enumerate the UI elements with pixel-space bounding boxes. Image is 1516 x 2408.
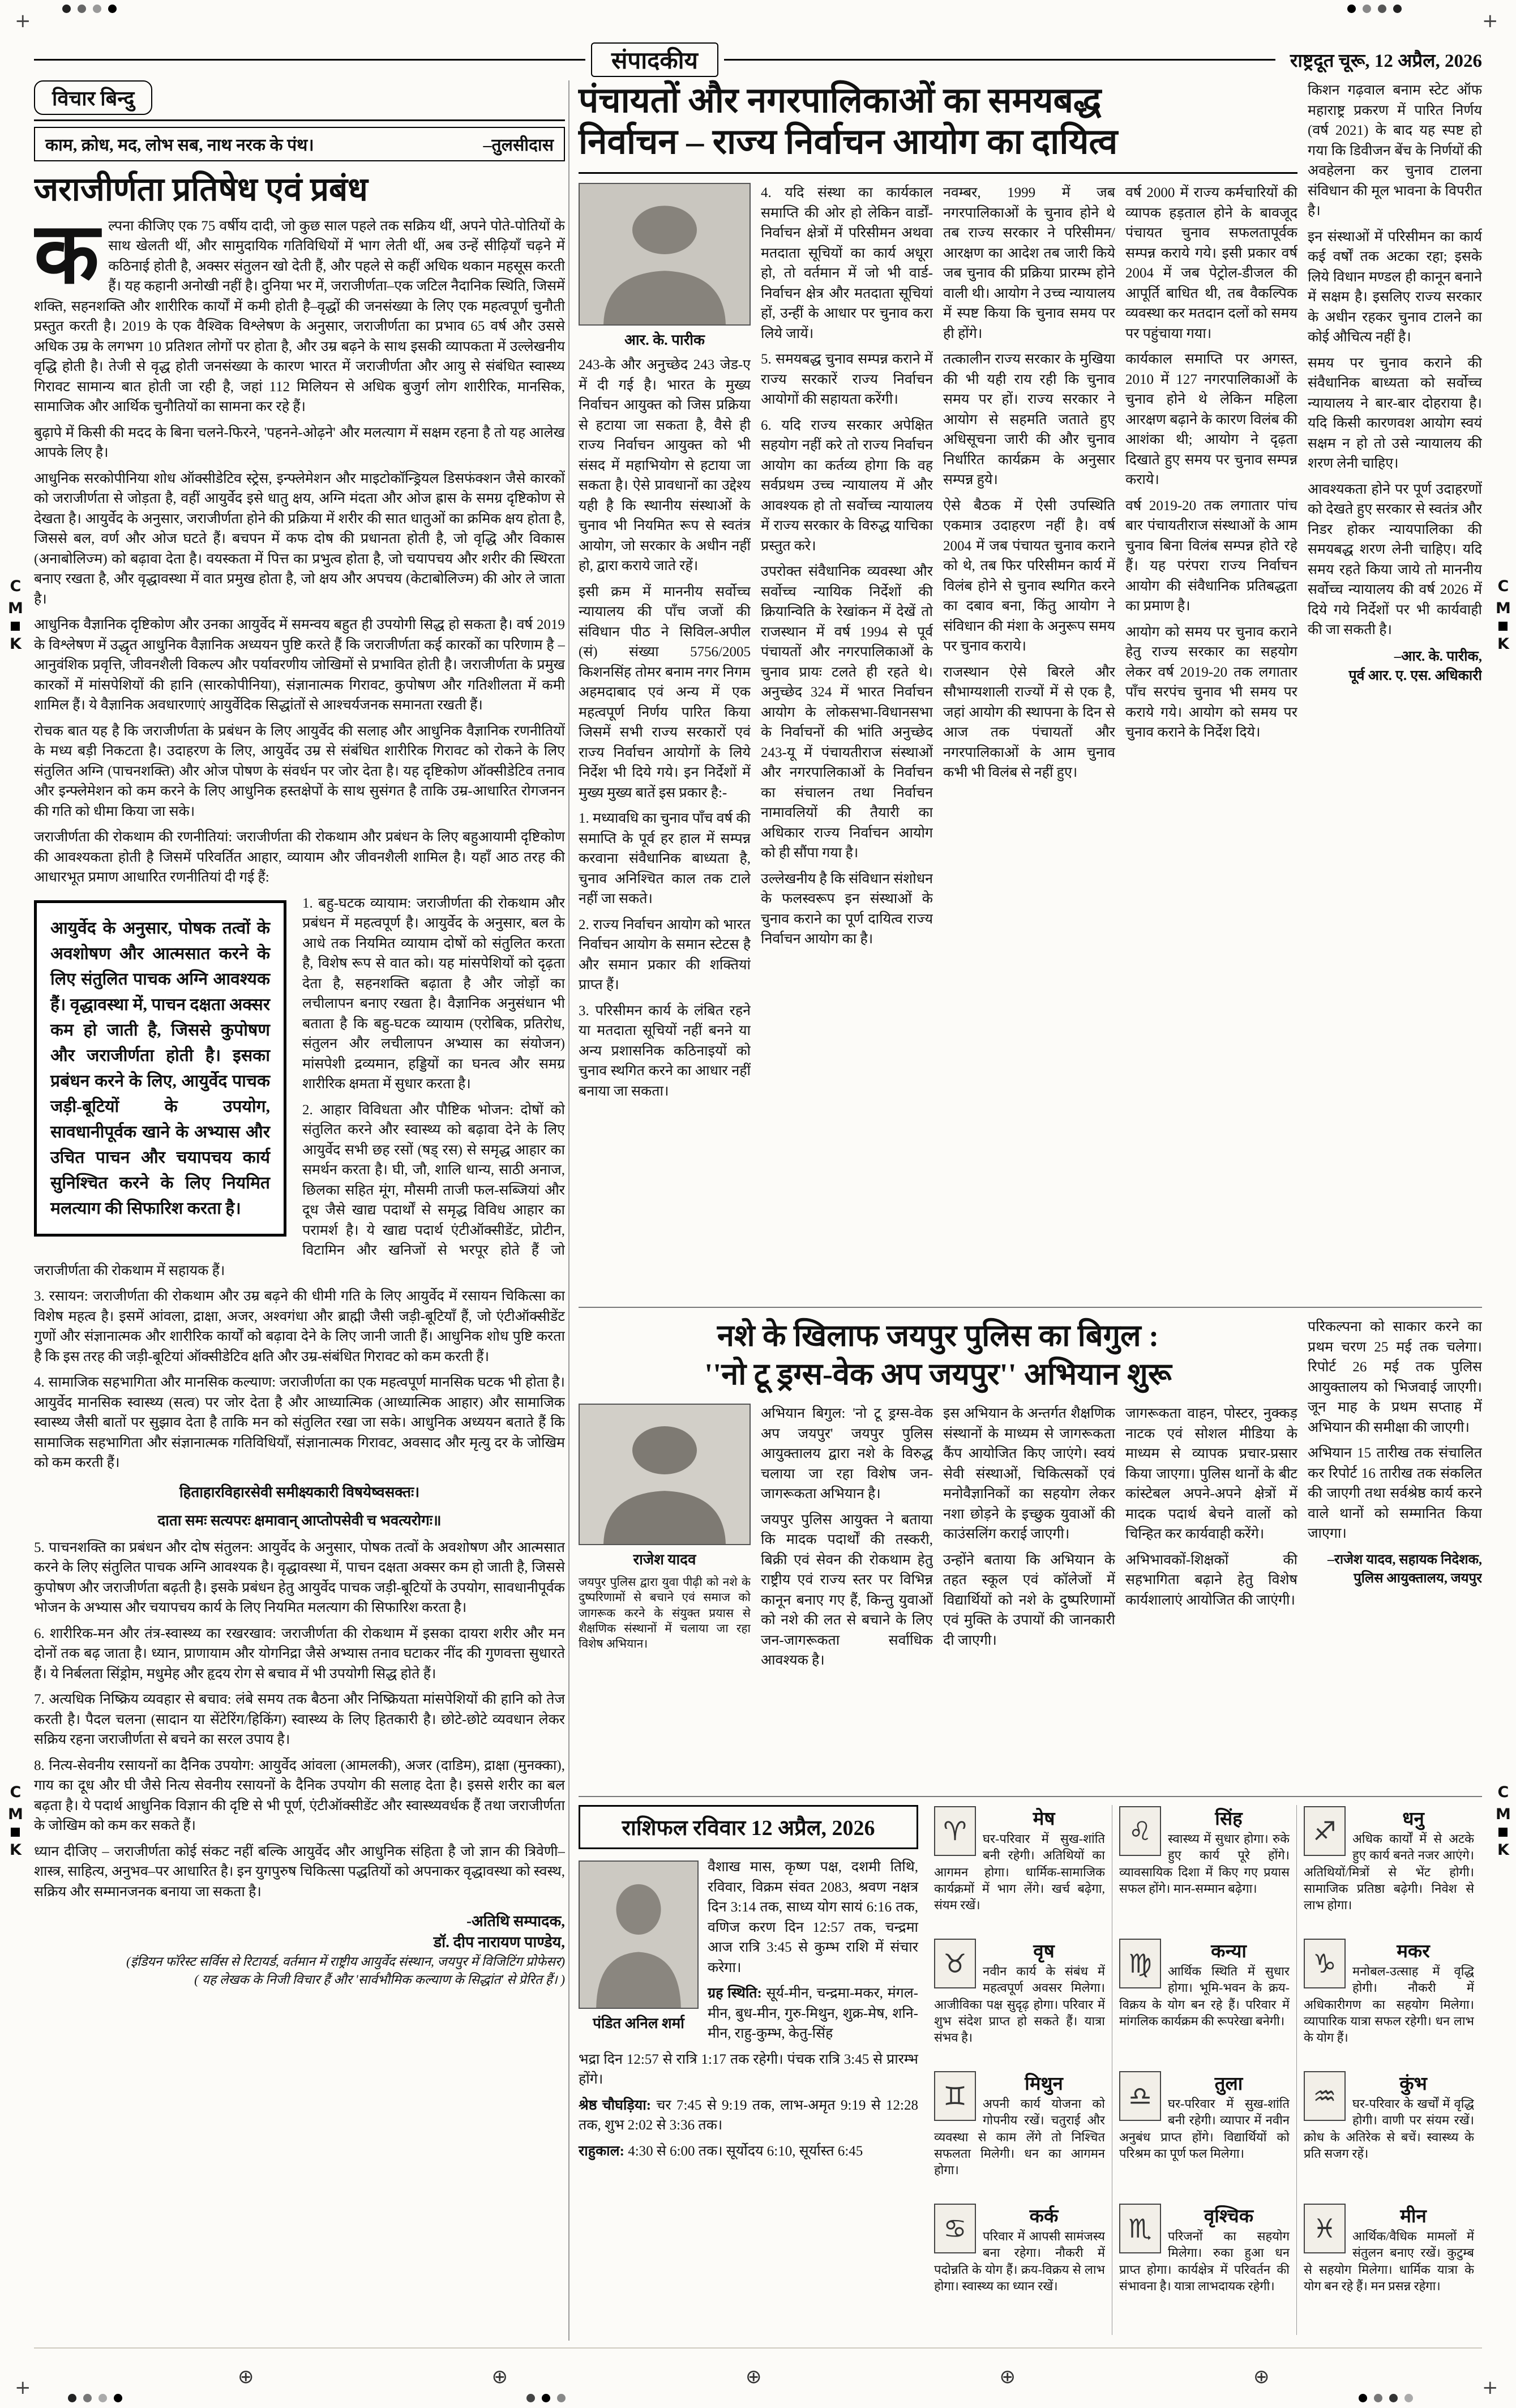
paragraph: 4. यदि संस्था का कार्यकाल समाप्ति की ओर हो लेकिन वार्डों-निर्वाचन क्षेत्रों में परिसीमन अथवा मतदाता सूचियों का कार्य अधूरा हो, तो वर्तमान में जो भी वार्ड-निर्वाचन क्षेत्र और मतदाता सूचियां हों, उन्हीं के आधार पर चुनाव करा लिये जायें। <box>761 185 933 341</box>
highlight-box: आयुर्वेद के अनुसार, पोषक तत्वों के अवशोषण और आत्मसात करने के लिए संतुलित पाचक अग्नि आवश्यक हैं। वृद्धावस्था में, पाचन दक्षता अक्सर कम हो जाती है, जिससे कुपोषण और जराजीर्णता होती है। इसका प्रबंधन करने के लिए, आयुर्वेद पाचक जड़ी-बूटियों के उपयोग, सावधानीपूर्वक खाने के अभ्यास और उचित पाचन और चयापचय कार्य सुनिश्चित करने के लिए नियमित मलत्याग की सिफारिश करता है। <box>34 900 286 1237</box>
numbered-point: 3. रसायन: जराजीर्णता की रोकथाम और उम्र बढ़ने की धीमी गति के लिए आयुर्वेद में रसायन चिकित्सा का विशेष महत्व है। इसमें आंवला, द्राक्षा, अजर, अश्वगंधा और ब्राह्मी जैसी जड़ी-बूटियाँ हैं, जो एंटीऑक्सीडेंट गुणों और संज्ञानात्मक और शारीरिक कार्यों को बढ़ावा देने के लिए जानी जाती हैं। आधुनिक शोध पुष्टि करता है कि इस तरह की जड़ी-बूटियां ऑक्सीडेटिव क्षति और उम्र-संबंधित गिरावट को कम करती हैं। <box>34 1289 565 1365</box>
zodiac-leo-icon: ♌ <box>1119 1806 1161 1856</box>
zodiac-text: नवीन कार्य के संबंध में महत्वपूर्ण अवसर मिलेगा। आजीविका पक्ष सुदृढ़ होगा। परिवार में शुभ संदेश प्राप्त हो सकते हैं। यात्रा संभव है। <box>934 1964 1105 2045</box>
zodiac-cell <box>1304 2070 1474 2199</box>
guest-editor-label: -अतिथि सम्पादक, <box>466 1913 565 1930</box>
zodiac-text: अधिक कार्यों में से अटके हुए कार्य बनते नजर आएंगे। अतिथियों/मित्रों से भेंट होगी। सामाजिक प्रतिष्ठा बढ़ेगी। निवेश से लाभ होगा। <box>1304 1832 1474 1912</box>
paragraph: आयोग को समय पर चुनाव कराने हेतु राज्य सरकार का सहयोग लेकर वर्ष 2019-20 तक लगातार पाँच सरपंच चुनाव भी समय पर कराये गये। आयोग को समय पर चुनाव कराने के निर्देश दिये। <box>1125 624 1297 741</box>
zodiac-text: आर्थिक/वैधिक मामलों में संतुलन बनाए रखें। कुटुम्ब से सहयोग मिलेगा। धार्मिक यात्रा के योग बन रहे हैं। मन प्रसन्न रहेगा। <box>1304 2229 1474 2293</box>
left-article-headline: जराजीर्णता प्रतिषेध एवं प्रबंध <box>34 171 368 208</box>
lead-paragraph: कल्पना कीजिए एक 75 वर्षीय दादी, जो कुछ साल पहले तक सक्रिय थीं, अपने पोते-पोतियों के साथ खेलती थीं, और सामुदायिक गतिविधियों में भाग लेती थीं, अब उन्हें सीढ़ियाँ चढ़ने में कठिनाई होती है, अक्सर संतुलन खो देती हैं, और पहले से कहीं अधिक थकान महसूस करती हैं। यह कहानी अनोखी नहीं है। दुनिया भर में, जराजीर्णता–एक जटिल नैदानिक स्थिति, जिसमें शक्ति, सहनशक्ति और शारीरिक कार्यों में कमी होती है–वृद्धों की जनसंख्या के लिए एक महत्वपूर्ण चुनौती प्रस्तुत करती है। 2019 के एक वैश्विक विश्लेषण के अनुसार, जराजीर्णता का प्रभाव 65 वर्ष और उससे अधिक उम्र के लगभग 10 प्रतिशत लोगों पर होता है, और उम्र बढ़ने के साथ इसकी व्यापकता में उल्लेखनीय वृद्धि होती है। तेजी से वृद्ध होती जनसंख्या के कारण भारत में जराजीर्णता और आयु से संबंधित स्वास्थ्य गिरावट सामान्य बात होती जा रही है, जहां 112 मिलियन से अधिक बुजुर्ग लोग शारीरिक, मानसिक, सामाजिक और आर्थिक चुनौतियों का सामना कर रहे हैं। <box>34 207 565 415</box>
paragraph: 2. राज्य निर्वाचन आयोग को भारत निर्वाचन आयोग के समान स्टेटस है और समान प्रकार की शक्तियां प्राप्त हैं। <box>579 917 751 993</box>
zodiac-aquarius-icon: ♒ <box>1304 2071 1346 2121</box>
drug-column-1 <box>579 1404 751 1748</box>
zodiac-name: कन्या <box>1211 1941 1247 1962</box>
registration-marks: ⊕ ⊕ ⊕ ⊕ ⊕ <box>238 2366 1270 2388</box>
paragraph: नवम्बर, 1999 में जब नगरपालिकाओं के चुनाव होने थे तब राज्य सरकार ने परिसीमन/आरक्षण का आदेश तब जारी किये जब चुनाव की प्रक्रिया प्रारम्भ होने वाली थी। आयोग ने उच्च न्यायालय में स्पष्ट किया कि चुनाव समय पर ही होंगे। <box>943 185 1115 341</box>
zodiac-cell <box>1119 2202 1290 2332</box>
paragraph: इस अभियान के अन्तर्गत शैक्षणिक संस्थानों के माध्यम से जागरूकता कैंप आयोजित किए जाएंगे। स्वयं सेवी संस्थाओं, चिकित्सकों एवं मनोवैज्ञानिकों का सहयोग लेकर नशा छोड़ने के इच्छुक युवाओं की काउंसलिंग कराई जाएगी। <box>943 1406 1115 1542</box>
paragraph: कार्यकाल समाप्ति पर अगस्त, 2010 में 127 नगरपालिकाओं के चुनाव होने थे लेकिन महिला आरक्षण बढ़ाने के कारण विलंब की आशंका थी; आयोग ने दृढ़ता दिखाते हुए समय पर चुनाव सम्पन्न कराये। <box>1125 352 1297 488</box>
editorial-column-2 <box>761 183 933 1280</box>
numbered-point: 8. नित्य-सेवनीय रसायनों का दैनिक उपयोग: आयुर्वेद आंवला (आमलकी), अजर (दाडिम), द्राक्षा (मुनक्का), गाय का दूध और घी जैसे नित्य सेवनीय रसायनों के दैनिक उपयोग की सलाह देता है। इससे शरीर का बल बढ़ता है। ये पदार्थ आधुनिक विज्ञान की दृष्टि से भी पूर्ण, एंटीऑक्सीडेंट और स्वास्थ्यवर्धक हैं तथा जराजीर्णता के जोखिम को कम कर सकते हैं। <box>34 1757 565 1834</box>
masthead-date: राष्ट्रदूत चूरू, 12 अप्रैल, 2026 <box>1290 50 1483 71</box>
zodiac-text: घर-परिवार में सुख-शांति बनी रहेगी। व्यापार में नवीन अनुबंध प्राप्त होंगे। विद्यार्थियों को परिश्रम का पूर्ण फल मिलेगा। <box>1119 2097 1290 2161</box>
headline-line1: पंचायतों और नगरपालिकाओं का समयबद्ध <box>579 82 1102 120</box>
quote-attribution: –तुलसीदास <box>483 136 554 155</box>
rahukal: राहुकाल: 4:30 से 6:00 तक। सूर्योदय 6:10, सूर्यास्त 6:45 <box>579 2143 863 2159</box>
cmk-registration-right: C M K <box>1496 1783 1511 1859</box>
zodiac-column-3 <box>1296 1805 1481 2335</box>
paragraph: तत्कालीन राज्य सरकार के मुखिया की भी यही राय रही कि चुनाव समय पर हों। राज्य सरकार ने आयोग से सहमति जताते हुए अधिसूचना जारी की और चुनाव निर्धारित कार्यक्रम के अनुसार सम्पन्न हुये। <box>943 352 1115 488</box>
zodiac-name: मेष <box>1033 1809 1055 1829</box>
editorial-headline <box>579 80 1297 174</box>
zodiac-taurus-icon: ♉ <box>934 1939 976 1988</box>
paragraph: अभियान 15 तारीख तक संचालित कर रिपोर्ट 16 तारीख तक संकलित की जाएगी तथा सर्वश्रेष्ठ कार्य करने वाले थानों को सम्मानित किया जाएगा। <box>1308 1445 1482 1541</box>
vichar-bindu-title: विचार बिन्दु <box>34 80 152 115</box>
crop-mark: + <box>1482 2376 1498 2399</box>
color-bar-dots <box>526 2394 566 2402</box>
paragraph: राजस्थान ऐसे बिरले और सौभाग्यशाली राज्यों में से एक है, जहां आयोग की स्थापना के दिन से आज तक पंचायतों और नगरपालिकाओं के आम चुनाव कभी भी विलंब से नहीं हुए। <box>943 664 1115 781</box>
paragraph: 6. यदि राज्य सरकार अपेक्षित सहयोग नहीं करे तो राज्य निर्वाचन आयोग का कर्तव्य होगा कि वह सर्वप्रथम उच्च न्यायालय में और आवश्यक हो तो सर्वोच्च न्यायालय में राज्य सरकार के विरुद्ध याचिका प्रस्तुत करे। <box>761 417 933 554</box>
paragraph: जयपुर पुलिस आयुक्त ने बताया कि मादक पदार्थों की तस्करी, बिक्री एवं सेवन की रोकथाम हेतु राष्ट्रीय एवं राज्य स्तर पर विभिन्न कानून बनाए गए हैं, किन्तु युवाओं को नशे की लत से बचाने के लिए जन-जागरूकता सर्वाधिक आवश्यक है। <box>761 1512 933 1668</box>
headline-line1: नशे के खिलाफ जयपुर पुलिस का बिगुल : <box>717 1319 1159 1353</box>
zodiac-cell <box>1119 1805 1290 1934</box>
zodiac-name: कर्क <box>1029 2206 1059 2227</box>
paragraph: आधुनिक सरकोपीनिया शोध ऑक्सीडेटिव स्ट्रेस, इन्फ्लेमेशन और माइटोकॉन्ड्रियल डिसफंक्शन जैसे कारकों को जराजीर्णता से जोड़ता है, वहीं आयुर्वेद इसे धातु क्षय, अग्नि मंदता और ओज ह्रास के समग्र दृष्टिकोण से देखता है। आयुर्वेद के अनुसार, जराजीर्णता होने की प्रक्रिया में शरीर की सात धातुओं का क्रमिक क्षय होता है, जिससे बल, वर्ण और ओज घटते हैं। बचपन में कफ दोष की प्रधानता होती है, जो वृद्धि और विकास (अनाबोलिज्म) को बढ़ावा देता है। वयस्कता में पित्त का प्रभुत्व होता है, जो चयापचय और शरीर की स्थिरता बनाए रखता है, और वृद्धावस्था में वात प्रमुख होता है, जो क्षय और अपचय (केटाबोलिज्म) की ओर ले जाता है। <box>34 471 565 607</box>
cmk-registration-right: C M K <box>1496 578 1511 653</box>
zodiac-text: आर्थिक स्थिति में सुधार होगा। भूमि-भवन के क्रय-विक्रय के योग बन रहे हैं। परिवार में मांगलिक कार्यक्रम की रूपरेखा बनेगी। <box>1119 1964 1290 2028</box>
zodiac-virgo-icon: ♍ <box>1119 1939 1161 1988</box>
color-bar-dots <box>62 5 117 13</box>
paragraph: इसी क्रम में माननीय सर्वोच्च न्यायालय की पाँच जजों की संविधान पीठ ने सिविल-अपील (सं) संख्या 5756/2005 किशनसिंह तोमर बनाम नगर निगम अहमदाबाद एवं अन्य में एक महत्वपूर्ण निर्णय पारित किया जिसमें सभी राज्य सरकारों एवं राज्य निर्वाचन आयोगों के लिये निर्देश भी दिये गये। इन निर्देशों में मुख्य मुख्य बातें इस प्रकार है:- <box>579 584 751 801</box>
horoscope-title: राशिफल रविवार 12 अप्रैल, 2026 <box>579 1805 918 1849</box>
shloka-line: दाता समः सत्यपरः क्षमावान् आप्तोपसेवी च भवत्यरोगः॥ <box>157 1512 442 1529</box>
bhadra: भद्रा दिन 12:57 से रात्रि 1:17 तक रहेगी। पंचक रात्रि 3:45 से प्रारम्भ होंगे। <box>579 2051 918 2087</box>
zodiac-name: वृष <box>1033 1941 1055 1962</box>
paragraph: उल्लेखनीय है कि संविधान संशोधन के फलस्वरूप इन संस्थाओं के चुनाव कराने का पूर्ण दायित्व राज्य निर्वाचन आयोग का है। <box>761 871 933 947</box>
choghadiya: श्रेष्ठ चौघड़िया: चर 7:45 से 9:19 तक, लाभ-अमृत 9:19 से 12:28 तक, शुभ 2:02 से 3:36 तक। <box>579 2097 919 2133</box>
author-note: ( यह लेखक के निजी विचार हैं और 'सार्वभौमिक कल्याण के सिद्धांत' से प्रेरित हैं। ) <box>194 1973 565 1987</box>
vichar-bindu-header <box>34 80 565 121</box>
numbered-point: 2. आहार विविधता और पौष्टिक भोजन: दोषों को संतुलित करने और स्वास्थ्य को बढ़ावा देने के लिए आयुर्वेद सभी छह रसों (षड् रस) से समृद्ध आहार का समर्थन करता है। घी, जौ, शालि धान्य, साठी अनाज, छिलका सहित मूंग, मौसमी ताजी फल-सब्जियां और दूध जैसे खाद्य पदार्थों से समृद्ध विविध आहार का परामर्श है। ये खाद्य पदार्थ एंटीऑक्सीडेंट, प्रोटीन, विटामिन और खनिजों से भरपूर होते हैं जो जराजीर्णता की रोकथाम में सहायक हैं। <box>34 1102 565 1278</box>
paragraph: परिकल्पना को साकार करने का प्रथम चरण 25 मई तक चलेगा। रिपोर्ट 26 मई तक पुलिस आयुक्तालय को भिजवाई जाएगी। जून माह के प्रथम सप्ताह में अभियान की समीक्षा की जाएगी। <box>1308 1319 1482 1435</box>
color-bar-dots <box>1359 2394 1413 2402</box>
zodiac-cancer-icon: ♋ <box>934 2204 976 2253</box>
author-photo <box>579 183 751 326</box>
editorial-signoff: –आर. के. पारीक, पूर्व आर. ए. एस. अधिकारी <box>1348 648 1482 683</box>
zodiac-name: सिंह <box>1215 1809 1243 1829</box>
zodiac-cell <box>1304 1937 1474 2067</box>
zodiac-name: मकर <box>1397 1941 1430 1962</box>
headline-line2: ''नो टू ड्रग्स-वेक अप जयपुर'' अभियान शुरू <box>704 1357 1172 1391</box>
color-bar-dots <box>68 2394 122 2402</box>
numbered-point: 1. बहु-घटक व्यायाम: जराजीर्णता की रोकथाम और प्रबंधन में महत्वपूर्ण है। आयुर्वेद के अनुसार, बल के आधे तक नियमित व्यायाम दोषों को संतुलित करता है, विशेष रूप से वात को। यह मांसपेशियों को दृढ़ता देता है, सहनशक्ति बढ़ाता है और जोड़ों का लचीलापन बनाए रखता है। वैज्ञानिक अनुसंधान भी बताता है कि बहु-घटक व्यायाम (एरोबिक, प्रतिरोध, संतुलन और लचीलापन अभ्यास का संयोजन) मांसपेशी द्रव्यमान, हड्डियों का घनत्व और समग्र शारीरिक क्षमता में सुधार करता है। <box>302 895 565 1092</box>
zodiac-column-2 <box>1112 1805 1296 2335</box>
zodiac-pisces-icon: ♓ <box>1304 2204 1346 2253</box>
left-article-signoff <box>34 1910 565 1988</box>
zodiac-cell <box>1304 2202 1474 2332</box>
editorial-column-1 <box>579 183 751 1280</box>
author-name: डॉ. दीप नारायण पाण्डेय, <box>433 1934 565 1951</box>
pandit-photo <box>579 1860 699 2009</box>
paragraph: समय पर चुनाव कराने की संवैधानिक बाध्यता को सर्वोच्च न्यायालय ने बार-बार दोहराया है। यदि किसी कारणवश आयोग स्वयं सक्षम न हो तो उसे न्यायालय की शरण लेनी चाहिए। <box>1308 355 1482 471</box>
zodiac-cell <box>934 1805 1105 1934</box>
zodiac-cell <box>934 2202 1105 2332</box>
zodiac-name: तुला <box>1214 2074 1243 2094</box>
paragraph: जराजीर्णता की रोकथाम की रणनीतियां: जराजीर्णता की रोकथाम और प्रबंधन के लिए बहुआयामी दृष्टिकोण की आवश्यकता होती है जिसमें परिवर्तित आहार, व्यायाम और जीवनशैली शामिल है। यहाँ आठ तरह की आधारभूत प्रमाण आधारित रणनीतियां दी गई हैं: <box>34 829 565 886</box>
editorial-column-4 <box>1125 183 1297 1280</box>
zodiac-cell <box>1119 2070 1290 2199</box>
quote-text: काम, क्रोध, मद, लोभ सब, नाथ नरक के पंथ। <box>45 136 314 155</box>
photo-note: जयपुर पुलिस द्वारा युवा पीढ़ी को नशे के दुष्परिणामों से बचाने एवं समाज को जागरूक करने के संयुक्त प्रयास से शैक्षणिक संस्थानों में चलाया जा रहा विशेष अभियान। <box>579 1575 751 1651</box>
bottom-rule <box>34 2347 1482 2349</box>
pandit-block <box>579 1860 699 2038</box>
drug-column-5 <box>1308 1317 1482 1777</box>
paragraph: आवश्यकता होने पर पूर्ण उदाहरणों को देखते हुए सरकार से स्वतंत्र और निडर होकर न्यायपालिका की समयबद्ध शरण लेनी चाहिए। यदि समय रहते किया जाये तो माननीय सर्वोच्च न्यायालय की वर्ष 2026 में दिये गये निर्देशों पर भी कार्यवाही की जा सकती है। <box>1308 481 1482 638</box>
zodiac-cell <box>1304 1805 1474 1934</box>
drug-signoff: –राजेश यादव, सहायक निदेशक, पुलिस आयुक्तालय, जयपुर <box>1327 1552 1482 1586</box>
photo-caption: आर. के. पारीक <box>624 332 705 349</box>
editorial-column-3 <box>943 183 1115 1280</box>
zodiac-libra-icon: ♎ <box>1119 2071 1161 2121</box>
drug-headline <box>579 1317 1297 1393</box>
drug-column-2 <box>761 1404 933 1748</box>
paragraph: अभिभावकों-शिक्षकों की सहभागिता बढ़ाने हेतु विशेष कार्यशालाएं आयोजित की जाएंगी। <box>1125 1552 1297 1608</box>
paragraph: जागरूकता वाहन, पोस्टर, नुक्कड़ नाटक एवं सोशल मीडिया के माध्यम से व्यापक प्रचार-प्रसार किया जाएगा। पुलिस थानों के बीट कांस्टेबल अपने-अपने क्षेत्रों में मादक पदार्थ बेचने वालों को चिन्हित कर कार्यवाही करेंगे। <box>1125 1406 1297 1542</box>
author-note: (इंडियन फॉरेस्ट सर्विस से रिटायर्ड, वर्तमान में राष्ट्रीय आयुर्वेद संस्थान, जयपुर में विजिटिंग प्रोफेसर) <box>126 1954 565 1969</box>
column-divider <box>568 80 569 2341</box>
zodiac-text: घर-परिवार में सुख-शांति बनी रहेगी। अतिथियों का आगमन होगा। धार्मिक-सामाजिक कार्यक्रमों में भाग लेंगे। खर्च बढ़ेगा, संयम रखें। <box>934 1832 1105 1912</box>
zodiac-scorpio-icon: ♏ <box>1119 2204 1161 2253</box>
drop-cap: क <box>34 207 100 301</box>
drug-column-4 <box>1125 1404 1297 1748</box>
section-label: संपादकीय <box>591 42 718 77</box>
left-article <box>34 80 565 2343</box>
shloka-line: हिताहारविहारसेवी समीक्ष्यकारी विषयेष्वसक्तः। <box>179 1483 420 1500</box>
paragraph: इन संस्थाओं में परिसीमन का कार्य कई वर्षों तक अटका रहा; इसके लिये विधान मण्डल ही कानून बनाने में सक्षम है। इसलिए राज्य सरकार के अधीन रहकर चुनाव टालने का कोई औचित्य नहीं है। <box>1308 229 1482 345</box>
drug-column-3 <box>943 1404 1115 1748</box>
editorial-article <box>579 80 1482 1298</box>
zodiac-text: मनोबल-उत्साह में वृद्धि होगी। नौकरी में अधिकारीगण का सहयोग मिलेगा। व्यापारिक यात्रा सफल रहेगी। धन लाभ के योग हैं। <box>1304 1964 1474 2045</box>
zodiac-cell <box>1119 1937 1290 2067</box>
zodiac-text: अपनी कार्य योजना को गोपनीय रखें। चतुराई और व्यवस्था से काम लेंगे तो निश्चित सफलता मिलेगी। धन का आगमन होगा। <box>934 2097 1105 2177</box>
zodiac-gemini-icon: ♊ <box>934 2071 976 2121</box>
zodiac-text: स्वास्थ्य में सुधार होगा। रुके हुए कार्य पूरे होंगे। व्यावसायिक दिशा में किए गए प्रयास सफल होंगे। मान-सम्मान बढ़ेगा। <box>1119 1832 1290 1896</box>
zodiac-name: धनु <box>1402 1809 1424 1829</box>
cmk-registration-left: C M K <box>8 1783 23 1859</box>
drug-article <box>579 1307 1482 1787</box>
paragraph: उपरोक्त संवैधानिक व्यवस्था और सर्वोच्च न्यायिक निर्देशों की क्रियान्विति के रेखांकन में देखें तो राजस्थान में वर्ष 1994 से पूर्व पंचायतों और नगरपालिकाओं के चुनाव प्रायः टलते ही रहते थे। अनुच्छेद 324 में भारत निर्वाचन आयोग के लोकसभा-विधानसभा के निर्वाचनों की भांति अनुच्छेद 243-यू में पंचायतीराज संस्थाओं और नगरपालिकाओं के निर्वाचन का संचालन तथा निर्वाचन नामावलियों की तैयारी का अधिकार राज्य निर्वाचन आयोग को ही सौंपा गया है। <box>761 564 933 861</box>
zodiac-text: परिवार में आपसी सामंजस्य बना रहेगा। नौकरी में पदोन्नति के योग हैं। क्रय-विक्रय से लाभ होगा। स्वास्थ्य का ध्यान रखें। <box>934 2229 1105 2293</box>
paragraph: अभियान बिगुल: 'नो टू ड्रग्स-वेक अप जयपुर' जयपुर पुलिस आयुक्तालय द्वारा नशे के विरुद्ध चलाया जा रहा विशेष जन-जागरूकता अभियान है। <box>761 1406 933 1502</box>
numbered-point: 6. शारीरिक-मन और तंत्र-स्वास्थ्य का रखरखाव: जराजीर्णता की रोकथाम में इसका दायरा शरीर और मन दोनों तक बढ़ जाता है। ध्यान, प्राणायाम और योगनिद्रा जैसे अभ्यास तनाव घटाकर नींद की गुणवत्ता सुधारते हैं। ये निर्बलता सिंड्रोम, मधुमेह और हृदय रोग से बचाव में भी उपयोगी सिद्ध होते हैं। <box>34 1626 565 1682</box>
page-header <box>34 44 1482 75</box>
paragraph: आधुनिक वैज्ञानिक दृष्टिकोण और उनका आयुर्वेद में समन्वय बहुत ही उपयोगी सिद्ध हो सकता है। वर्ष 2019 के विश्लेषण में उद्धृत आधुनिक वैज्ञानिक अध्ययन पुष्टि करते हैं कि जराजीर्णता कई कारकों का परिणाम है – आनुवंशिक प्रवृत्ति, जीवनशैली विकल्प और पर्यावरणीय जोखिमों से प्रभावित होती है। जराजीर्णता के प्रमुख कारकों में मांसपेशियों की हानि (सारकोपीनिया), संज्ञानात्मक गिरावट, कुपोषण और गतिशीलता में कमी शामिल हैं। ये वैज्ञानिक अवधारणाएं आयुर्वेदिक सिद्धांतों से आश्चर्यजनक समानता रखती हैं। <box>34 617 565 713</box>
paragraph: 3. परिसीमन कार्य के लंबित रहने या मतदाता सूचियों नहीं बनने या अन्य प्रशासनिक कठिनाइयों को चुनाव स्थगित करने का आधार नहीं बनाया जा सकता। <box>579 1003 751 1099</box>
zodiac-cell <box>934 2070 1105 2199</box>
photo-caption: राजेश यादव <box>633 1551 696 1568</box>
paragraph: 243-के और अनुच्छेद 243 जेड-ए में दी गई है। भारत के मुख्य निर्वाचन आयुक्त को जिस प्रक्रिया से हटाया जा सकता है, वैसे ही राज्य निर्वाचन आयुक्त को भी संसद में महाभियोग से हटाया जा सकता है। ऐसे प्रावधानों का उद्देश्य यही है कि स्थानीय संस्थाओं के चुनाव भी नियमित रूप से स्वतंत्र आयोग, जो सरकार के अधीन नहीं हो, द्वारा कराये जाते रहें। <box>579 357 751 574</box>
paragraph: 5. समयबद्ध चुनाव सम्पन्न कराने में राज्य सरकारें राज्य निर्वाचन आयोगों की सहायता करेंगी। <box>761 352 933 408</box>
zodiac-grid <box>927 1805 1482 2335</box>
paragraph: किशन गढ़वाल बनाम स्टेट ऑफ महाराष्ट्र प्रकरण में पारित निर्णय (वर्ष 2021) के बाद यह स्पष्ट हो गया कि डिवीजन बेंच के निर्णयों की अवहेलना कर चुनाव टालना संविधान की मूल भावना के विपरीत है। <box>1308 83 1482 219</box>
vichar-bindu-quote <box>34 127 565 161</box>
zodiac-name: मिथुन <box>1025 2074 1063 2094</box>
numbered-point: 5. पाचनशक्ति का प्रबंधन और दोष संतुलन: आयुर्वेद के अनुसार, पोषक तत्वों के अवशोषण और आत्मसात करने के लिए संतुलित पाचक अग्नि आवश्यक है। वृद्धावस्था में, पाचन दक्षता अक्सर कम हो जाती है, जिससे कुपोषण और जराजीर्णता बढ़ती है। इसके प्रबंधन हेतु आयुर्वेद पाचक जड़ी-बूटियों के उपयोग, सावधानीपूर्वक भोजन के अभ्यास और चयापचय कार्य के लिए नियमित मलत्याग की सिफारिश करता है। <box>34 1539 565 1616</box>
horoscope-section <box>579 1796 1482 2335</box>
zodiac-text: घर-परिवार के खर्चों में वृद्धि होगी। वाणी पर संयम रखें। क्रोध के अतिरेक से बचें। स्वास्थ्य के प्रति सजग रहें। <box>1304 2097 1474 2161</box>
zodiac-name: मीन <box>1400 2206 1427 2227</box>
crop-mark: + <box>1482 10 1498 32</box>
crop-mark: + <box>15 2376 31 2399</box>
author-photo <box>579 1404 751 1545</box>
zodiac-text: परिजनों का सहयोग मिलेगा। रुका हुआ धन प्राप्त होगा। कार्यक्षेत्र में परिवर्तन की संभावना है। यात्रा लाभदायक रहेगी। <box>1119 2229 1290 2293</box>
paragraph: 1. मध्यावधि का चुनाव पाँच वर्ष की समाप्ति के पूर्व हर हाल में सम्पन्न करवाना संवैधानिक बाध्यता है, चुनाव अनिश्चित काल तक टाले नहीं जा सकते। <box>579 811 751 907</box>
cmk-registration-left: C M K <box>8 578 23 653</box>
zodiac-aries-icon: ♈ <box>934 1806 976 1856</box>
paragraph: उन्होंने बताया कि अभियान के तहत स्कूल एवं कॉलेजों में विद्यार्थियों को नशे के दुष्परिणामों एवं मुक्ति के उपायों की जानकारी दी जाएगी। <box>943 1552 1115 1648</box>
zodiac-column-1 <box>927 1805 1112 2335</box>
closing-paragraph: ध्यान दीजिए – जराजीर्णता कोई संकट नहीं बल्कि आयुर्वेद और आधुनिक संहिता है जो ज्ञान की त्रिवेणी–शास्त्र, साहित्य, अनुभव–पर आधारित है। इन युगपुरुष चिकित्सा पद्धतियों को अपनाकर वृद्धावस्था को स्वस्थ, सक्रिय और सम्मानजनक बनाया जा सकता है। <box>34 1844 565 1900</box>
numbered-point: 7. अत्यधिक निष्क्रिय व्यवहार से बचाव: लंबे समय तक बैठना और निष्क्रियता मांसपेशियों की हानि को तेज करती है। पैदल चलना (सादान या सेंटेरिंग/हिकिंग) स्वास्थ्य के लिए हितकारी है। छोटे-छोटे व्यवधान लेकर सक्रिय रहना जराजीर्णता से बचने का सरल उपाय है। <box>34 1692 565 1748</box>
zodiac-capricorn-icon: ♑ <box>1304 1939 1346 1988</box>
panchang-intro: वैशाख मास, कृष्ण पक्ष, दशमी तिथि, रविवार, विक्रम संवत 2083, श्रवण नक्षत्र दिन 3:14 तक, साध्य योग सायं 6:16 तक, वणिज करण दिन 12:57 तक, चन्द्रमा आज रात्रि 3:45 से कुम्भ राशि में संचार करेगा। <box>708 1859 918 1975</box>
numbered-point: 4. सामाजिक सहभागिता और मानसिक कल्याण: जराजीर्णता का एक महत्वपूर्ण मानसिक घटक भी होता है। आयुर्वेद मानसिक स्वास्थ्य (सत्व) पर जोर देता है और आध्यात्मिक (आध्यात्मिक आहार) और सामाजिक स्वास्थ्य जैसी बातों पर सुझाव देता है ताकि मन को संतुलित रखा जा सके। आधुनिक अध्ययन बताते हैं कि सामाजिक सहभागिता और संज्ञानात्मक गतिविधियाँ, संज्ञानात्मक गिरावट, अवसाद और मृत्यु दर के जोखिम को कम करती हैं। <box>34 1375 565 1471</box>
headline-line2: निर्वाचन – राज्य निर्वाचन आयोग का दायित्व <box>579 123 1118 162</box>
horoscope-panchang <box>579 1805 918 2335</box>
zodiac-cell <box>934 1937 1105 2067</box>
paragraph: ऐसे बैठक में ऐसी उपस्थिति एकमात्र उदाहरण नहीं है। वर्ष 2004 में जब पंचायत चुनाव कराने को थे, तब फिर परिसीमन कार्य में विलंब होने से चुनाव स्थगित करने का दबाव बना, किंतु आयोग ने संविधान की मंशा के अनुरूप समय पर चुनाव कराये। <box>943 498 1115 655</box>
color-bar-dots <box>1347 5 1402 13</box>
paragraph: वर्ष 2019-20 तक लगातार पांच बार पंचायतीराज संस्थाओं के आम चुनाव बिना विलंब सम्पन्न होते रहे हैं। यह परंपरा राज्य निर्वाचन आयोग की संवैधानिक प्रतिबद्धता का प्रमाण है। <box>1125 498 1297 614</box>
photo-caption: पंडित अनिल शर्मा <box>593 2015 684 2031</box>
grah-sthiti: ग्रह स्थिति: सूर्य-मीन, चन्द्रमा-मकर, मंगल-मीन, बुध-मीन, गुरु-मिथुन, शुक्र-मेष, शनि-मीन, राहु-कुम्भ, केतु-सिंह <box>708 1986 918 2041</box>
paragraph: वर्ष 2000 में राज्य कर्मचारियों की व्यापक हड़ताल होने के बावजूद पंचायत चुनाव सफलतापूर्वक सम्पन्न कराये गये। इसी प्रकार वर्ष 2004 में जब पेट्रोल-डीजल की आपूर्ति बाधित थी, तब वैकल्पिक व्यवस्था कर मतदान दलों को समय पर पहुंचाया गया। <box>1125 185 1297 341</box>
paragraph: रोचक बात यह है कि जराजीर्णता के प्रबंधन के लिए आयुर्वेद की सलाह और आधुनिक वैज्ञानिक रणनीतियों के मध्य बड़ी निकटता है। उदाहरण के लिए, आयुर्वेद उम्र से संबंधित शारीरिक गिरावट को रोकने के लिए संतुलित अग्नि (पाचनशक्ति) और ओज पोषण के संवर्धन पर जोर देता है। यह दृष्टिकोण ऑक्सीडेटिव तनाव और इन्फ्लेमेशन को कम करने के लिए आधुनिक हस्तक्षेपों के साथ सुसंगत है ताकि उम्र-आधारित रोगजनन की गति को धीमा किया जा सके। <box>34 723 565 819</box>
zodiac-name: कुंभ <box>1399 2074 1427 2094</box>
zodiac-name: वृश्चिक <box>1204 2206 1254 2227</box>
paragraph: बुढ़ापे में किसी की मदद के बिना चलने-फिरने, 'पहनने-ओढ़ने' और मलत्याग में सक्षम रहना है तो यह आलेख आपके लिए है। <box>34 425 565 461</box>
editorial-column-5 <box>1308 80 1482 1292</box>
crop-mark: + <box>15 10 31 32</box>
zodiac-sagittarius-icon: ♐ <box>1304 1806 1346 1856</box>
